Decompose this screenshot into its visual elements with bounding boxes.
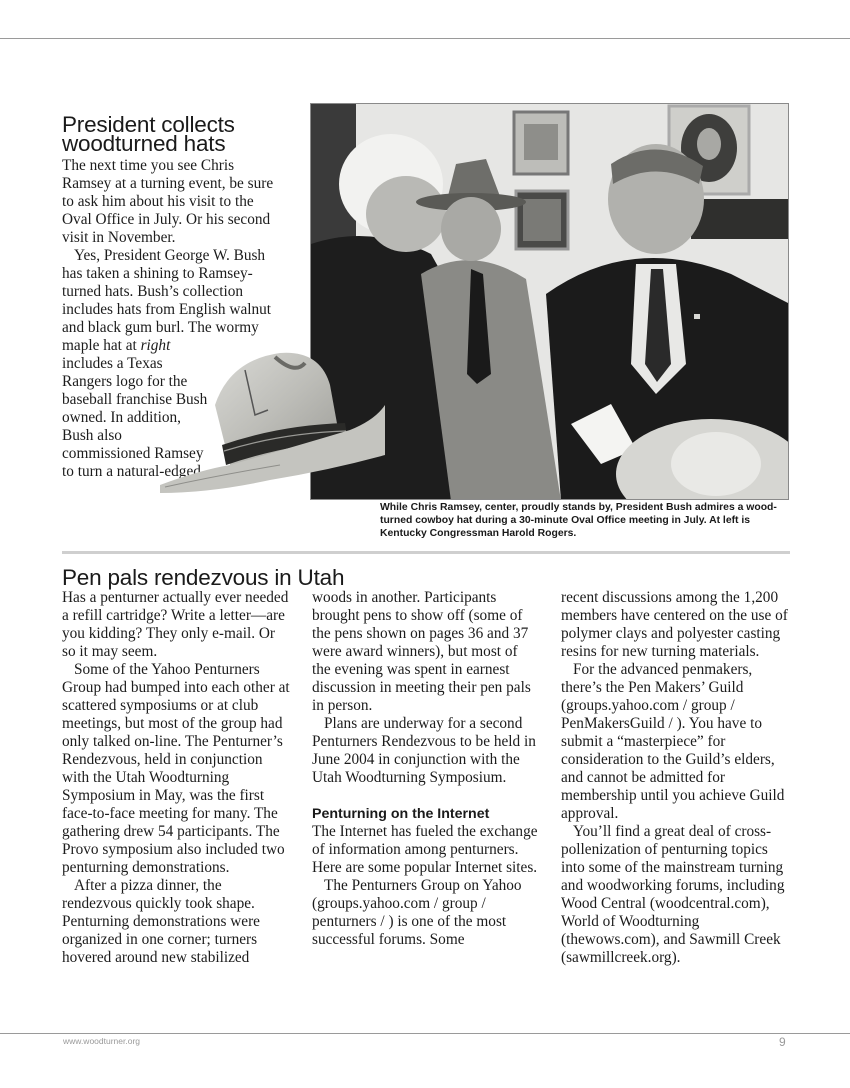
hat-illustration bbox=[160, 345, 385, 495]
footer-url: www.woodturner.org bbox=[63, 1036, 141, 1046]
article2-paragraph: recent discussions among the 1,200 members have centered on the use of polymer clays and polyester casting resins for new turning materials. bbox=[561, 589, 788, 660]
article2-headline: Pen pals rendezvous in Utah bbox=[62, 565, 345, 590]
article2-paragraph: woods in another. Participants brought pens to show off (some of the pens shown on pages 36 and 37 were award winners), but most of the evening was spent in earnest discussion in meeting their pen pals in person. bbox=[312, 589, 531, 714]
photo-caption: While Chris Ramsey, center, proudly stands by, President Bush admires a wood-turned cowboy hat during a 30-minute Oval Office meeting in July. At left is Kentucky Congressman Harold Rogers. bbox=[380, 502, 777, 539]
article1-headline: President collects woodturned hats bbox=[62, 112, 235, 156]
italic-right: right bbox=[140, 337, 171, 354]
article2-paragraph: After a pizza dinner, the rendezvous quickly took shape. Penturning demonstrations were organized in one corner; turners hovered around new stabilized bbox=[62, 877, 260, 966]
article1-paragraph: Yes, President George W. Bush has taken a shining to Ramsey-turned hats. Bush’s collection includes hats from English walnut and black gum burl. The wormy bbox=[62, 247, 272, 336]
article1-wrap-text: maple hat at right includes a Texas Rangers logo for the baseball franchise Bush owned. In addition, Bush also commissioned Ramsey to turn a natural-edged bbox=[62, 337, 208, 480]
article2-paragraph: The Penturners Group on Yahoo (groups.yahoo.com / group / penturners / ) is one of the most successful forums. Some bbox=[312, 877, 522, 948]
article2-paragraph: Some of the Yahoo Penturners Group had bumped into each other at scattered symposiums or at club meetings, but most of the group had only talked on-line. The Penturner’s Rendezvous, held in conjunction with the Utah Woodturning Symposium in May, was the first face-to-face meeting for many. The gathering drew 54 participants. The Provo symposium also included two penturning demonstrations. bbox=[62, 661, 290, 876]
internet-subhead: Penturning on the Internet bbox=[312, 806, 490, 822]
article2-paragraph: The Internet has fueled the exchange of information among penturners. Here are some popular Internet sites. bbox=[312, 823, 538, 876]
header-rule bbox=[0, 38, 850, 39]
section-divider bbox=[62, 551, 790, 554]
article2-column-1 bbox=[62, 589, 290, 967]
wormy-maple-hat-image bbox=[160, 345, 385, 495]
article1-paragraph: The next time you see Chris Ramsey at a turning event, be sure to ask him about his visit to the Oval Office in July. Or his second visit in November. bbox=[62, 157, 274, 246]
article2-paragraph: You’ll find a great deal of cross-pollenization of penturning topics into some of the mainstream turning and woodworking forums, including Wood Central (woodcentral.com), World of Woodturning (thewows.com), and Sawmill Creek (sawmillcreek.org). bbox=[561, 823, 785, 966]
article2-paragraph: Has a penturner actually ever needed a refill cartridge? Write a letter—are you kidding? They only e-mail. Or so it may seem. bbox=[62, 589, 289, 660]
article2-column-3 bbox=[561, 589, 789, 967]
footer-rule bbox=[0, 1033, 850, 1034]
article2-paragraph: Plans are underway for a second Penturners Rendezvous to be held in June 2004 in conjunction with the Utah Woodturning Symposium. bbox=[312, 715, 536, 786]
article2-column-2 bbox=[312, 589, 540, 949]
page-number: 9 bbox=[779, 1035, 786, 1049]
article2-paragraph: For the advanced penmakers, there’s the Pen Makers’ Guild (groups.yahoo.com / group / PenMakersGuild / ). You have to submit a “masterpiece” for consideration to the Guild’s elders, and cannot be admitted for membership until you achieve Guild approval. bbox=[561, 661, 785, 822]
